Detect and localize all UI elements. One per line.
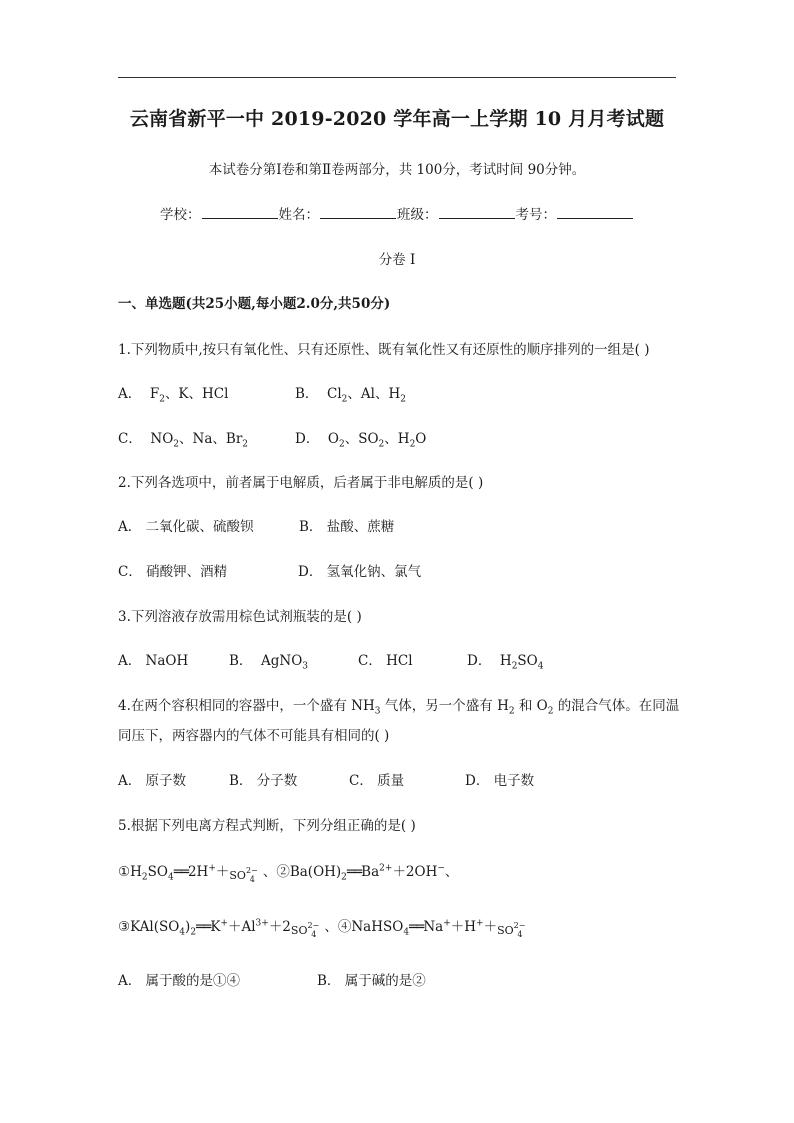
class-label: 班级： — [397, 207, 438, 223]
school-label: 学校： — [160, 207, 201, 223]
question-2-option-c: C． 硝酸钾、酒精 — [118, 564, 228, 580]
question-4-option-c: C． 质量 — [349, 773, 405, 789]
question-1-option-a: A． $F_2$、K、HCl — [118, 386, 229, 405]
question-3-option-b: B． AgNO$_3$ — [229, 653, 309, 672]
question-2-option-b: B． 盐酸、蔗糖 — [299, 519, 395, 535]
exam-number-label: 考号： — [515, 207, 556, 223]
sulfate-ion: $SO^{2-}_4$ — [229, 866, 258, 884]
question-4-option-b: B． 分子数 — [229, 773, 298, 789]
section-label: 分卷 I — [378, 252, 416, 268]
question-1-option-b: B． $Cl_2$、Al、$H_2$ — [295, 386, 406, 405]
ionization-equations-1-2: $①H_2SO_4══2H^++SO^{2-}_4$ 、$②Ba(OH)_2══Ba^{2+}+2OH^-$、 — [118, 863, 459, 884]
section-heading: 一、单选题(共25小题,每小题2.0分,共50分) — [118, 296, 391, 312]
question-1-option-d: D． $O_2$、$SO_2$、$H_2O$ — [295, 431, 427, 450]
question-4-option-d: D． 电子数 — [465, 773, 535, 789]
question-3-stem: 3.下列溶液存放需用棕色试剂瓶装的是( ) — [118, 609, 362, 625]
question-3-option-c: C． HCl — [358, 653, 413, 669]
sulfate-ion: $SO^{2-}_4$ — [497, 921, 526, 939]
question-4-stem-line-2: 同压下，两容器内的气体不可能具有相同的( ) — [118, 728, 390, 744]
exam-instructions: 本试卷分第Ⅰ卷和第Ⅱ卷两部分，共 100分，考试时间 90分钟。 — [208, 162, 586, 178]
school-blank[interactable] — [202, 206, 278, 219]
question-1-option-c: C． $NO_2$、Na、$Br_2$ — [118, 431, 249, 450]
header-rule — [118, 77, 676, 78]
exam-number-blank[interactable] — [557, 206, 633, 219]
question-2-option-d: D． 氢氧化钠、氯气 — [298, 564, 422, 580]
question-4-option-a: A． 原子数 — [118, 773, 187, 789]
sulfate-ion: $SO^{2-}_4$ — [290, 921, 320, 939]
question-2-option-a: A． 二氧化碳、硫酸钡 — [118, 519, 254, 535]
name-label: 姓名： — [278, 207, 319, 223]
class-blank[interactable] — [439, 206, 515, 219]
question-3-option-d: D． $H_2SO_4$ — [467, 653, 544, 672]
question-5-stem: 5.根据下列电离方程式判断，下列分组正确的是( ) — [118, 818, 416, 834]
question-5-option-b: B． 属于碱的是② — [317, 973, 426, 989]
question-4-stem-line-1: 4.在两个容积相同的容器中，一个盛有 $NH_3$ 气体，另一个盛有 $H_2$ 和 $O_2$ 的混合气体。在同温 — [118, 698, 680, 717]
student-info-fields — [0, 203, 794, 223]
name-blank[interactable] — [320, 206, 396, 219]
question-3-option-a: A． NaOH — [118, 653, 189, 669]
page-title: 云南省新平一中 2019-2020 学年高一上学期 10 月月考试题 — [129, 108, 665, 130]
question-5-option-a: A． 属于酸的是①④ — [118, 973, 241, 989]
ionization-equations-3-4: $③KAl(SO_4)_2══K^++Al^{3+}+2SO^{2-}_4$ 、$④NaHSO_4══Na^++H^++SO^{2-}_4$ — [118, 915, 531, 937]
question-2-stem: 2.下列各选项中，前者属于电解质，后者属于非电解质的是( ) — [118, 475, 484, 491]
question-1-stem: 1.下列物质中,按只有氧化性、只有还原性、既有氧化性又有还原性的顺序排列的一组是( ) — [118, 342, 650, 358]
